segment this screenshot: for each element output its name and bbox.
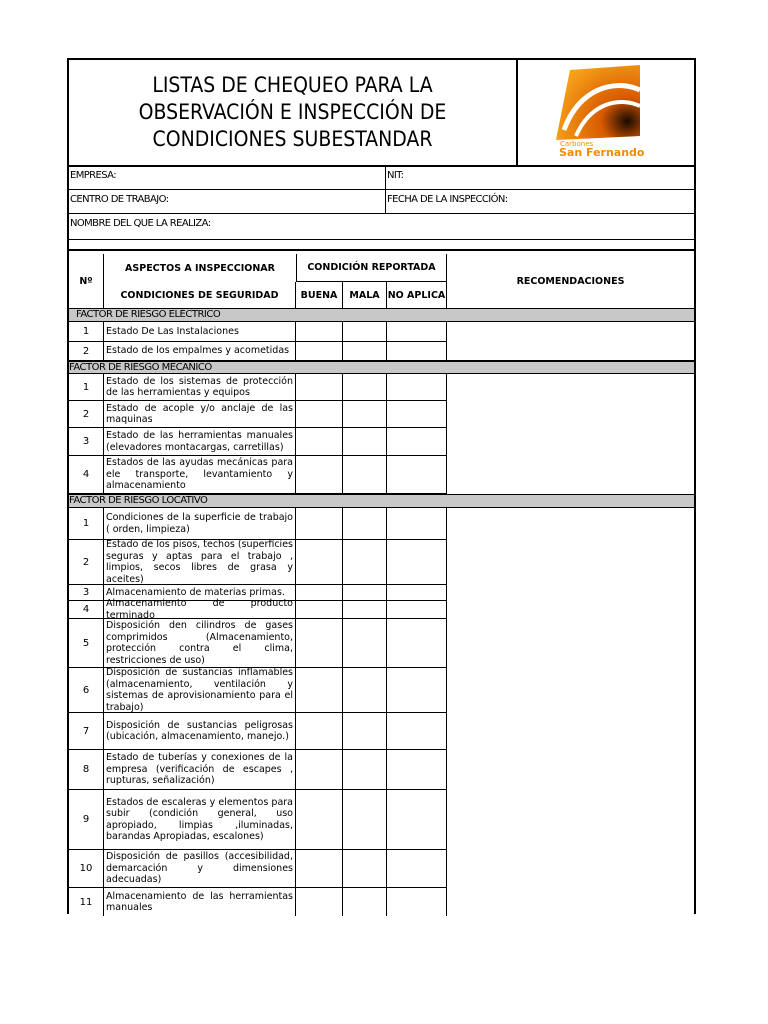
info-row-nombre	[69, 213, 694, 240]
no-aplica-header: NO APLICA	[387, 282, 447, 308]
nombre-label: NOMBRE DEL QUE LA REALIZA:	[70, 218, 211, 229]
item-description: Estado de las herramientas manuales (elevadores montacargas, carretillas)	[104, 428, 296, 455]
no-aplica-cell[interactable]	[387, 508, 447, 539]
buena-cell[interactable]	[296, 585, 343, 600]
num-header: Nº	[69, 254, 104, 308]
table-row	[69, 322, 447, 342]
item-number: 2	[69, 540, 104, 584]
item-description: Disposición de pasillos (accesibilidad, demarcación y dimensiones adecuadas)	[104, 850, 296, 887]
item-description: Estado de los pisos, techos (superficies seguras y aptas para el trabajo , limpios, secos libres de grasa y aceites)	[104, 540, 296, 584]
item-description: Disposición de sustancias peligrosas (ubicación, almacenamiento, manejo.)	[104, 713, 296, 749]
no-aplica-cell[interactable]	[387, 601, 447, 618]
item-number: 2	[69, 401, 104, 427]
mala-cell[interactable]	[343, 401, 387, 427]
table-row	[69, 374, 447, 401]
mala-cell[interactable]	[343, 668, 387, 712]
info-row-centro	[69, 189, 694, 214]
company-logo	[518, 60, 694, 165]
item-description: Disposición de sustancias inflamables (almacenamiento, ventilación y sistemas de aprovisionamiento para el trabajo)	[104, 668, 296, 712]
document-header	[69, 60, 694, 167]
table-row	[69, 540, 447, 585]
no-aplica-cell[interactable]	[387, 322, 447, 341]
no-aplica-cell[interactable]	[387, 888, 447, 916]
table-row	[69, 790, 447, 850]
item-description: Estado de los empalmes y acometidas	[104, 342, 296, 360]
no-aplica-cell[interactable]	[387, 342, 447, 360]
recomendaciones-cell[interactable]	[447, 322, 694, 361]
table-row	[69, 888, 447, 916]
item-number: 11	[69, 888, 104, 916]
no-aplica-cell[interactable]	[387, 850, 447, 887]
section-title-locativo: FACTOR DE RIESGO LOCATIVO	[69, 494, 694, 508]
buena-cell[interactable]	[296, 456, 343, 493]
table-row	[69, 428, 447, 456]
item-description: Condiciones de la superficie de trabajo ( orden, limpieza)	[104, 508, 296, 539]
buena-header: BUENA	[296, 282, 343, 308]
item-number: 5	[69, 619, 104, 667]
item-description: Almacenamiento de producto terminado	[104, 601, 296, 618]
no-aplica-cell[interactable]	[387, 374, 447, 400]
no-aplica-cell[interactable]	[387, 790, 447, 849]
mala-cell[interactable]	[343, 342, 387, 360]
logo-line2: San Fernando	[559, 146, 645, 159]
item-number: 3	[69, 428, 104, 455]
item-number: 1	[69, 322, 104, 341]
buena-cell[interactable]	[296, 374, 343, 400]
table-row	[69, 713, 447, 750]
buena-cell[interactable]	[296, 601, 343, 618]
item-number: 7	[69, 713, 104, 749]
mala-cell[interactable]	[343, 790, 387, 849]
buena-cell[interactable]	[296, 713, 343, 749]
mala-cell[interactable]	[343, 601, 387, 618]
item-number: 9	[69, 790, 104, 849]
table-row	[69, 508, 447, 540]
table-row	[69, 619, 447, 668]
centro-label: CENTRO DE TRABAJO:	[70, 194, 169, 205]
empresa-label: EMPRESA:	[70, 170, 117, 181]
document-title: LISTAS DE CHEQUEO PARA LA OBSERVACIÓN E INSPECCIÓN DE CONDICIONES SUBESTANDAR	[69, 60, 518, 165]
mala-cell[interactable]	[343, 850, 387, 887]
table-row	[69, 342, 447, 361]
table-row	[69, 598, 447, 621]
no-aplica-cell[interactable]	[387, 750, 447, 789]
item-description: Estado de acople y/o anclaje de las maquinas	[104, 401, 296, 427]
logo-line1: Carbones	[560, 140, 594, 148]
mala-cell[interactable]	[343, 428, 387, 455]
buena-cell[interactable]	[296, 790, 343, 849]
item-description: Estados de las ayudas mecánicas para ele transporte, levantamiento y almacenamiento	[104, 456, 296, 493]
buena-cell[interactable]	[296, 668, 343, 712]
buena-cell[interactable]	[296, 619, 343, 667]
item-number: 10	[69, 850, 104, 887]
item-description: Almacenamiento de materias primas.	[104, 585, 296, 600]
table-header	[69, 254, 694, 310]
item-number: 4	[69, 601, 104, 618]
no-aplica-cell[interactable]	[387, 456, 447, 493]
buena-cell[interactable]	[296, 428, 343, 455]
mala-header: MALA	[343, 282, 387, 308]
buena-cell[interactable]	[296, 750, 343, 789]
condiciones-header: CONDICIONES DE SEGURIDAD	[104, 282, 296, 308]
recomendaciones-header: RECOMENDACIONES	[516, 275, 625, 287]
mala-cell[interactable]	[343, 585, 387, 600]
section-title-mecanico: FACTOR DE RIESGO MECANICO	[69, 361, 694, 374]
buena-cell[interactable]	[296, 322, 343, 341]
table-row	[69, 668, 447, 713]
item-description: Disposición den cilindros de gases comprimidos (Almacenamiento, protección contra el clima, restricciones de uso)	[104, 619, 296, 667]
no-aplica-cell[interactable]	[387, 668, 447, 712]
aspectos-header: ASPECTOS A INSPECCIONAR	[125, 262, 275, 274]
mala-cell[interactable]	[343, 750, 387, 789]
no-aplica-cell[interactable]	[387, 401, 447, 427]
item-number: 3	[69, 585, 104, 600]
buena-cell[interactable]	[296, 342, 343, 360]
buena-cell[interactable]	[296, 540, 343, 584]
no-aplica-cell[interactable]	[387, 428, 447, 455]
section-title-electrico: FACTOR DE RIESGO ELÉCTRICO	[69, 308, 694, 322]
item-description: Estado De Las Instalaciones	[104, 322, 296, 341]
item-number: 2	[69, 342, 104, 360]
mala-cell[interactable]	[343, 456, 387, 493]
buena-cell[interactable]	[296, 850, 343, 887]
item-number: 6	[69, 668, 104, 712]
table-row	[69, 456, 447, 494]
mala-cell[interactable]	[343, 713, 387, 749]
info-row-empresa	[69, 165, 694, 190]
mala-cell[interactable]	[343, 322, 387, 341]
item-number: 1	[69, 374, 104, 400]
no-aplica-cell[interactable]	[387, 585, 447, 600]
table-row	[69, 850, 447, 888]
buena-cell[interactable]	[296, 508, 343, 539]
buena-cell[interactable]	[296, 888, 343, 916]
mala-cell[interactable]	[343, 540, 387, 584]
item-description: Estado de los sistemas de protección de las herramientas y equipos	[104, 374, 296, 400]
item-description: Estado de tuberías y conexiones de la empresa (verificación de escapes , rupturas, señalización)	[104, 750, 296, 789]
mala-cell[interactable]	[343, 508, 387, 539]
item-description: Almacenamiento de las herramientas manuales	[104, 888, 296, 916]
no-aplica-cell[interactable]	[387, 540, 447, 584]
mala-cell[interactable]	[343, 888, 387, 916]
item-number: 4	[69, 456, 104, 493]
table-row	[69, 750, 447, 790]
nit-label: NIT:	[387, 170, 404, 181]
no-aplica-cell[interactable]	[387, 713, 447, 749]
checklist-sheet	[67, 58, 696, 914]
no-aplica-cell[interactable]	[387, 619, 447, 667]
mala-cell[interactable]	[343, 619, 387, 667]
mala-cell[interactable]	[343, 374, 387, 400]
table-row	[69, 401, 447, 428]
item-number: 1	[69, 508, 104, 539]
item-number: 8	[69, 750, 104, 789]
spacer-row	[69, 239, 694, 251]
buena-cell[interactable]	[296, 401, 343, 427]
condicion-reportada-header: CONDICIÓN REPORTADA	[296, 254, 447, 282]
item-description: Estados de escaleras y elementos para subir (condición general, uso apropiado, limpias ,iluminadas, barandas Apropiadas, escalones)	[104, 790, 296, 849]
fecha-label: FECHA DE LA INSPECCIÓN:	[387, 194, 508, 205]
